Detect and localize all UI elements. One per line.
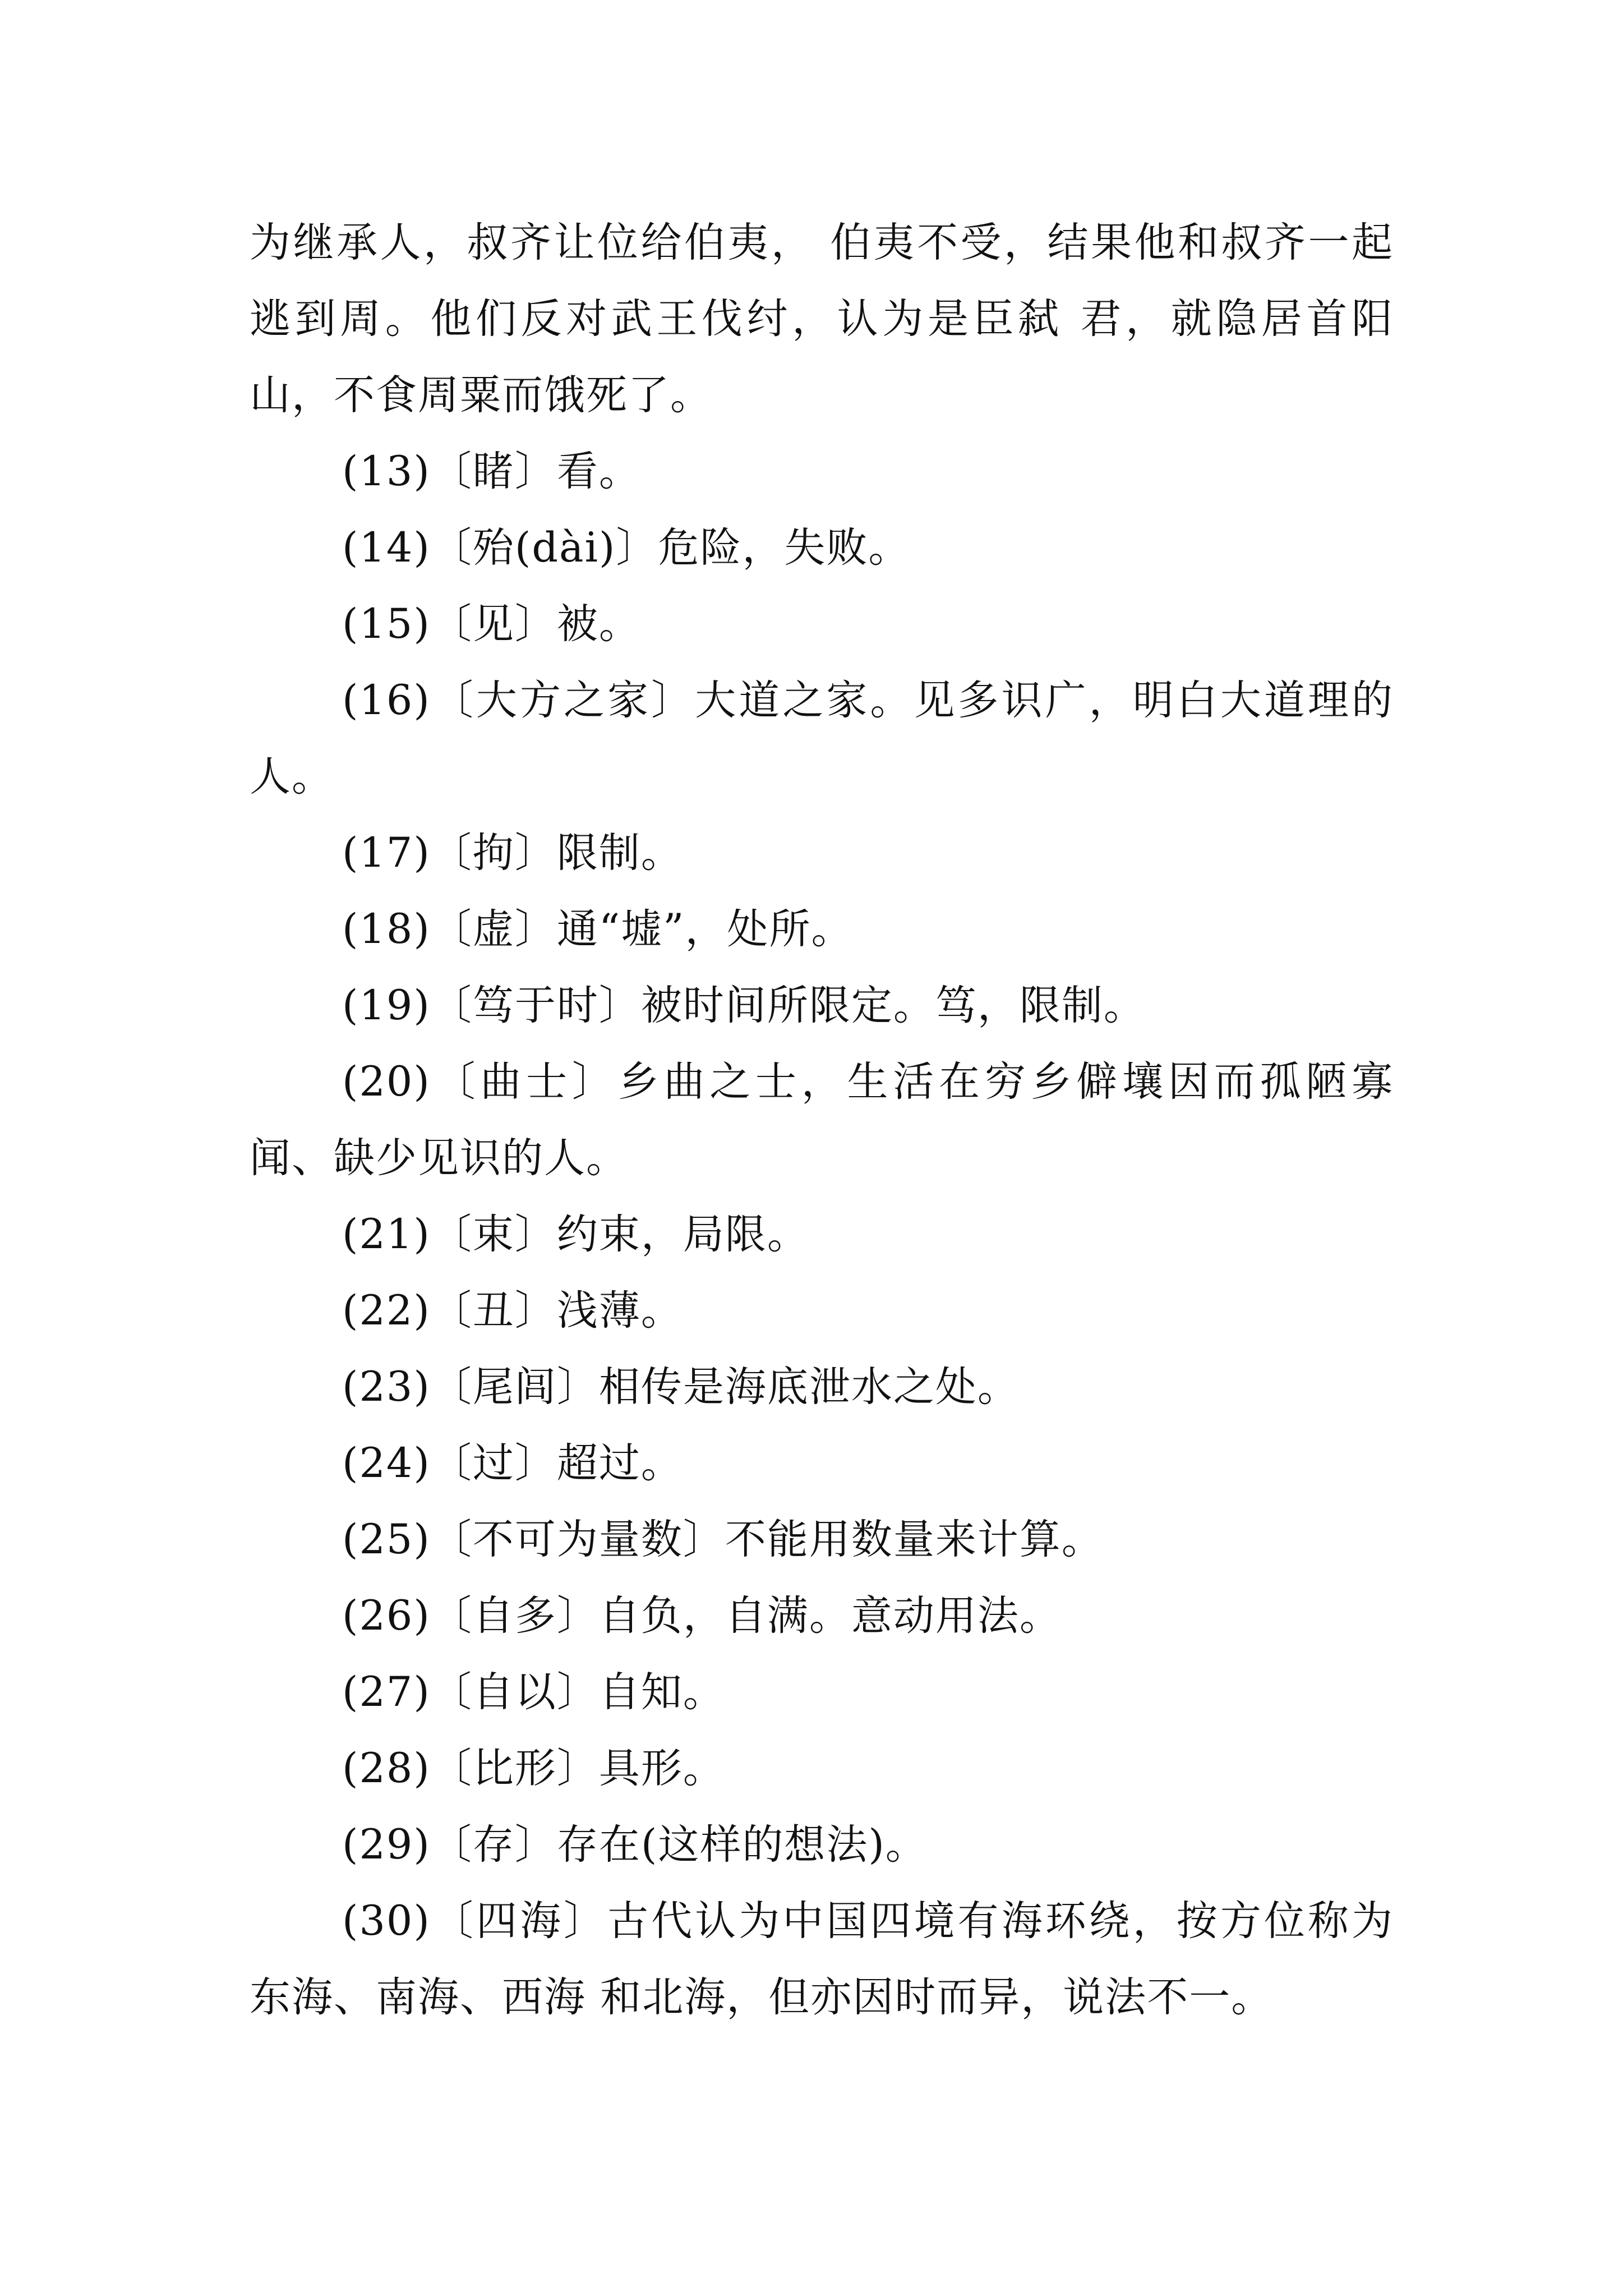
note-17: (17)〔拘〕限制。	[342, 829, 683, 877]
note-27: (27)〔自以〕自知。	[342, 1668, 725, 1716]
continuation-paragraph: 为继承人，叔齐让位给伯夷， 伯夷不受，结果他和叔齐一起逃到周。他们反对武王伐纣，认为是臣弑 君，就隐居首阳山，不食周粟而饿死了。	[250, 219, 1394, 419]
note-21: (21)〔束〕约束，局限。	[342, 1211, 809, 1258]
note-25: (25)〔不可为量数〕不能用数量来计算。	[342, 1516, 1104, 1563]
note-22: (22)〔丑〕浅薄。	[342, 1287, 683, 1335]
note-14: (14)〔殆(dài)〕危险，失败。	[342, 524, 911, 572]
note-20: (20)〔曲士〕乡曲之士，生活在穷乡僻壤因而孤陋寡闻、缺少见识的人。	[250, 1058, 1394, 1182]
note-26: (26)〔自多〕自负，自满。意动用法。	[342, 1592, 1062, 1640]
note-30: (30)〔四海〕古代认为中国四境有海环绕，按方位称为东海、南海、西海 和北海，但亦因时而异，说法不一。	[250, 1897, 1394, 2021]
annotation-text	[250, 205, 1394, 2036]
note-24: (24)〔过〕超过。	[342, 1439, 683, 1487]
note-29: (29)〔存〕存在(这样的想法)。	[342, 1821, 928, 1869]
note-16: (16)〔大方之家〕大道之家。见多识广，明白大道理的人。	[250, 677, 1394, 800]
note-13: (13)〔睹〕看。	[342, 448, 641, 495]
note-18: (18)〔虚〕通“墟”，处所。	[342, 905, 854, 953]
note-15: (15)〔见〕被。	[342, 600, 641, 648]
note-28: (28)〔比形〕具形。	[342, 1745, 725, 1792]
note-19: (19)〔笃于时〕被时间所限定。笃，限制。	[342, 982, 1146, 1029]
note-23: (23)〔尾闾〕相传是海底泄水之处。	[342, 1363, 1020, 1411]
